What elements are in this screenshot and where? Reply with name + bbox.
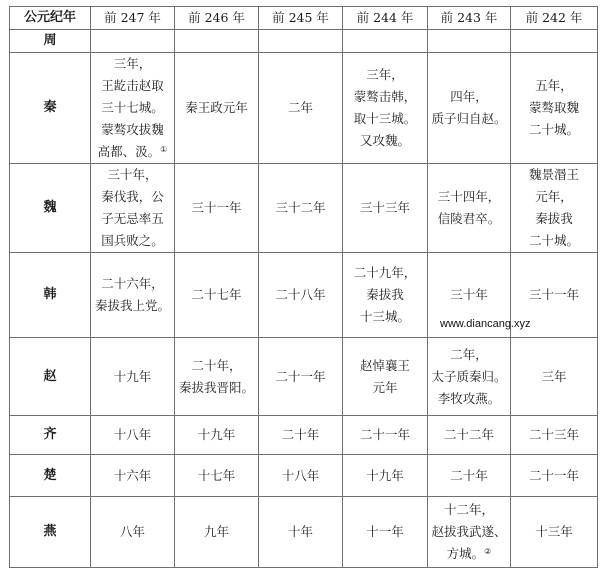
event-text-line: 国兵败之。 <box>101 233 164 248</box>
event-text-line: 三十一年 <box>191 200 242 215</box>
event-text-line: 二十六年， <box>101 276 164 291</box>
year-header: 前 245 年 <box>259 7 343 30</box>
event-cell <box>343 497 428 568</box>
event-text-line: 三十年， <box>107 167 158 182</box>
event-text-line: 二年， <box>450 346 488 362</box>
event-text-line: 二十城。 <box>528 233 579 248</box>
event-text-line: 十八年 <box>113 427 152 442</box>
event-cell <box>511 455 598 497</box>
state-label: 楚 <box>10 455 91 497</box>
table-row <box>10 53 598 164</box>
event-cell <box>511 164 598 253</box>
state-label: 韩 <box>10 253 91 338</box>
event-text-line: 二十二年 <box>443 427 494 442</box>
state-label: 赵 <box>10 338 91 416</box>
event-cell <box>175 455 259 497</box>
event-cell <box>428 30 511 53</box>
event-text-line: 二十年 <box>450 467 488 483</box>
event-text-line: 二十年 <box>281 427 320 442</box>
event-text-line: 二年 <box>287 100 313 115</box>
event-text-line: 子无忌率五 <box>101 211 164 226</box>
event-cell <box>259 30 343 53</box>
event-text-line: 魏景湣王 <box>528 167 579 182</box>
event-text-line: 赵悼襄王 <box>359 357 410 373</box>
event-cell <box>428 416 511 455</box>
event-cell <box>175 53 259 164</box>
event-text-line: 秦伐我，公 <box>101 189 164 204</box>
event-cell <box>91 338 175 416</box>
event-text-line: 二十一年 <box>275 368 326 384</box>
corner-header: 公元纪年 <box>10 7 91 30</box>
event-text-line: 赵拔我武遂、 <box>431 524 507 539</box>
table-row <box>10 338 598 416</box>
table-row <box>10 164 598 253</box>
event-cell <box>428 164 511 253</box>
event-cell <box>91 497 175 568</box>
footnote-marker: ① <box>160 145 168 154</box>
event-cell <box>428 497 511 568</box>
event-text-line: 秦拔我 <box>535 211 573 226</box>
event-text-line: 蒙骜击韩， <box>353 89 417 104</box>
event-cell <box>175 164 259 253</box>
event-cell <box>511 30 598 53</box>
event-text-line: 信陵君卒。 <box>437 211 501 226</box>
event-text-line: 十三年 <box>535 524 573 539</box>
event-text-line: 二十城。 <box>528 122 579 137</box>
event-cell <box>511 416 598 455</box>
event-text-line: 十年 <box>287 524 313 539</box>
event-cell <box>511 53 598 164</box>
event-cell <box>259 53 343 164</box>
event-text-line: 十三城。 <box>359 309 410 324</box>
table-row <box>10 416 598 455</box>
event-text-line: 秦王政元年 <box>185 100 248 115</box>
table-row <box>10 455 598 497</box>
event-text-line: 三十四年， <box>437 189 501 204</box>
event-text-line: 十九年 <box>197 427 236 442</box>
event-text-line: 三十年 <box>450 287 488 302</box>
header-row <box>10 7 598 30</box>
event-text-line: 蒙骜攻拔魏 <box>101 122 164 137</box>
event-cell <box>428 455 511 497</box>
event-text-line: 三十二年 <box>275 200 326 215</box>
event-text-line: 三十三年 <box>359 200 410 215</box>
event-text-line: 二十一年 <box>359 427 410 442</box>
event-cell <box>91 164 175 253</box>
year-header: 前 242 年 <box>511 7 598 30</box>
event-text-line: 二十八年 <box>275 287 326 302</box>
event-cell <box>175 497 259 568</box>
event-text-line: 又攻魏。 <box>359 133 410 148</box>
event-text-line: 十六年 <box>113 467 152 483</box>
event-cell <box>175 338 259 416</box>
event-text-line: 二十九年， <box>353 265 417 280</box>
event-cell <box>428 338 511 416</box>
table-row <box>10 30 598 53</box>
event-cell <box>91 53 175 164</box>
event-text-line: 秦拔我 <box>366 287 404 302</box>
event-text-line: 元年， <box>535 189 573 204</box>
chronology-table <box>9 6 598 568</box>
event-text-line: 十一年 <box>366 524 404 539</box>
event-cell <box>91 253 175 338</box>
year-header: 前 244 年 <box>343 7 428 30</box>
event-text-line: 五年， <box>535 78 573 93</box>
watermark-text: www.diancang.xyz <box>440 318 531 330</box>
year-header: 前 247 年 <box>91 7 175 30</box>
event-text-line: 二十三年 <box>528 427 579 442</box>
event-cell <box>259 455 343 497</box>
event-cell <box>511 497 598 568</box>
event-text-line: 蒙骜取魏 <box>528 100 579 115</box>
event-text-line: 四年， <box>450 89 488 104</box>
event-cell <box>91 455 175 497</box>
event-cell <box>259 497 343 568</box>
event-text-line: 三年， <box>113 56 152 71</box>
event-cell <box>343 416 428 455</box>
event-cell <box>343 53 428 164</box>
event-text-line: 二十年， <box>191 357 242 373</box>
event-cell <box>259 416 343 455</box>
event-cell <box>343 30 428 53</box>
event-cell <box>259 338 343 416</box>
event-text-line: 二十一年 <box>528 467 579 483</box>
event-text-line: 取十三城。 <box>353 111 417 126</box>
event-cell <box>343 253 428 338</box>
year-header: 前 246 年 <box>175 7 259 30</box>
state-label: 齐 <box>10 416 91 455</box>
state-label: 魏 <box>10 164 91 253</box>
event-text-line: 方城。② <box>446 546 492 561</box>
event-cell <box>175 30 259 53</box>
event-text-line: 九年 <box>203 524 229 539</box>
state-label: 燕 <box>10 497 91 568</box>
event-cell <box>175 253 259 338</box>
event-cell <box>259 164 343 253</box>
event-text-line: 高都、汲。① <box>97 144 168 159</box>
event-text-line: 二十七年 <box>191 287 242 302</box>
event-cell <box>91 416 175 455</box>
event-text-line: 王龁击赵取 <box>101 78 164 93</box>
event-text-line: 八年 <box>119 524 145 539</box>
year-header: 前 243 年 <box>428 7 511 30</box>
event-cell <box>343 338 428 416</box>
event-text-line: 十八年 <box>281 467 320 483</box>
state-label: 秦 <box>10 53 91 164</box>
event-text-line: 十二年， <box>443 502 494 517</box>
event-cell <box>343 455 428 497</box>
state-label: 周 <box>10 30 91 53</box>
event-cell <box>259 253 343 338</box>
event-cell <box>91 30 175 53</box>
event-text-line: 太子质秦归。 <box>431 368 507 384</box>
event-text-line: 元年 <box>372 379 398 395</box>
event-text-line: 三年 <box>541 368 567 384</box>
event-text-line: 十七年 <box>197 467 236 483</box>
event-cell <box>343 164 428 253</box>
event-cell <box>428 53 511 164</box>
event-text-line: 三年， <box>366 67 404 82</box>
event-cell <box>511 338 598 416</box>
event-text-line: 三十七城。 <box>101 100 164 115</box>
event-text-line: 三十一年 <box>528 287 579 302</box>
table-row <box>10 497 598 568</box>
event-cell <box>175 416 259 455</box>
event-text-line: 秦拔我晋阳。 <box>178 379 254 395</box>
event-text-line: 十九年 <box>366 467 404 483</box>
event-text-line: 质子归自赵。 <box>431 111 507 126</box>
event-text-line: 十九年 <box>113 368 152 384</box>
event-text-line: 李牧攻燕。 <box>437 390 501 406</box>
footnote-marker: ② <box>484 547 492 556</box>
event-text-line: 秦拔我上党。 <box>94 298 170 313</box>
